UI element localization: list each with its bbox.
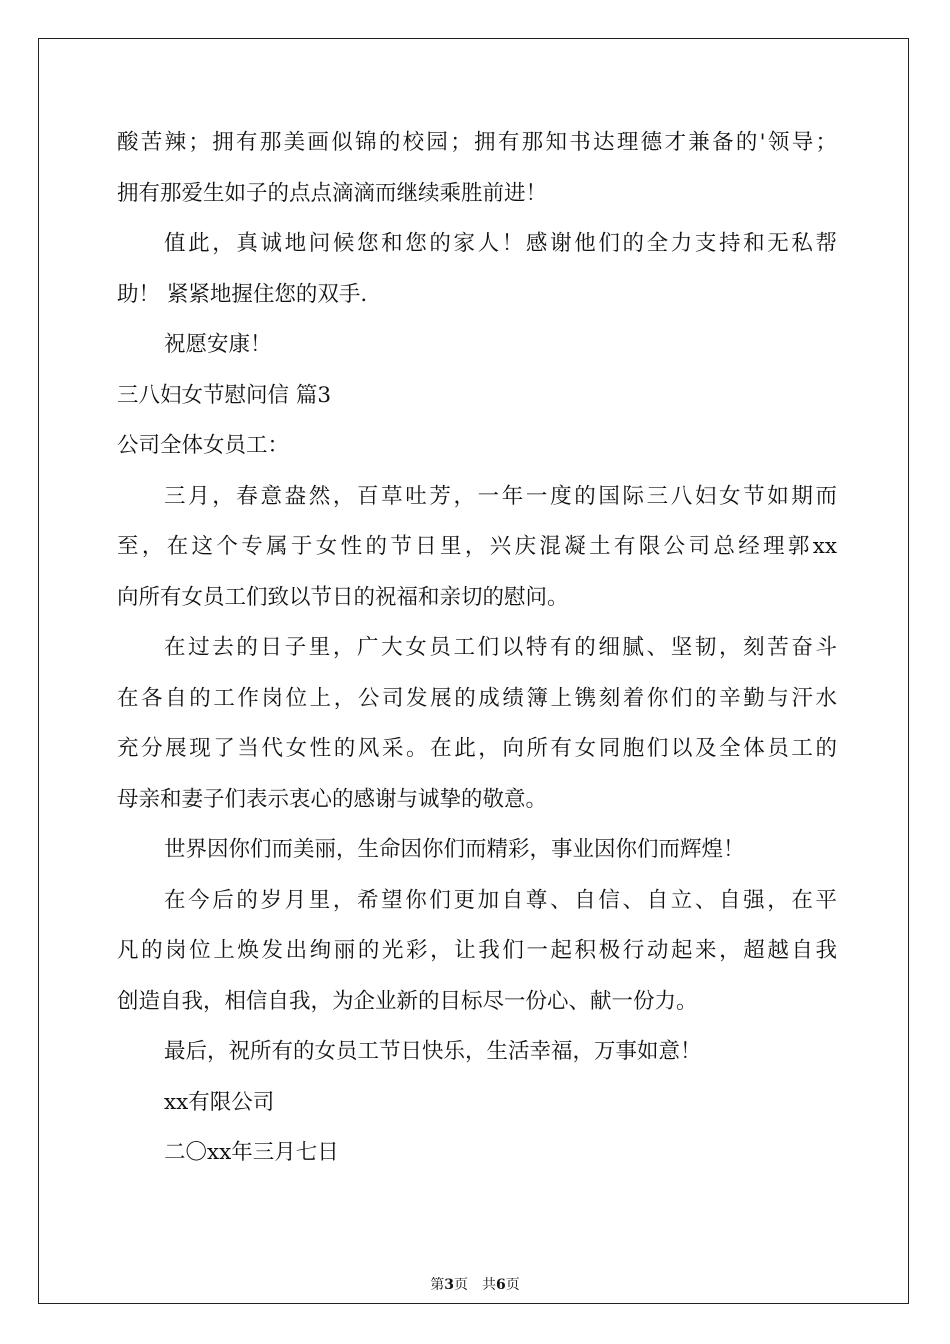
salutation: 公司全体女员工： <box>117 433 290 458</box>
paragraph-line: 值此，真诚地问候您和您的家人！感谢他们的全力支持和无私帮 <box>164 231 837 256</box>
page-footer <box>0 1274 950 1294</box>
page-total: 6 <box>496 1277 506 1293</box>
page-suffix: 页 <box>505 1277 520 1293</box>
page-prefix: 第 <box>430 1277 445 1293</box>
paragraph-line: 在今后的岁月里，希望你们更加自尊、自信、自立、自强，在平 <box>164 887 837 913</box>
text-line: 向所有女员工们致以节日的祝福和亲切的慰问。 <box>117 584 569 610</box>
section-heading: 三八妇女节慰问信 篇3 <box>117 382 332 408</box>
text-line: 至，在这个专属于女性的节日里，兴庆混凝土有限公司总经理郭xx <box>117 534 837 559</box>
page-mid: 页 共 <box>454 1277 496 1293</box>
paragraph-line: 三月，春意盎然，百草吐芳，一年一度的国际三八妇女节如期而 <box>164 483 837 509</box>
signature-company: xx有限公司 <box>164 1089 275 1115</box>
text-line: 在各自的工作岗位上，公司发展的成绩簿上镌刻着你们的辛勤与汗水 <box>117 685 837 711</box>
paragraph-line: 世界因你们而美丽，生命因你们而精彩，事业因你们而辉煌！ <box>164 837 745 862</box>
text-line: 助！ 紧紧地握住您的双手. <box>117 281 368 307</box>
paragraph-line: 在过去的日子里，广大女员工们以特有的细腻、坚韧，刻苦奋斗 <box>164 635 837 660</box>
text-line: 拥有那爱生如子的点点滴滴而继续乘胜前进！ <box>117 180 548 206</box>
page-number: 3 <box>444 1277 454 1293</box>
text-line: 充分展现了当代女性的风采。在此，向所有女同胞们以及全体员工的 <box>117 736 837 761</box>
text-line: 母亲和妻子们表示衷心的感谢与诚挚的敬意。 <box>117 786 548 812</box>
document-body <box>117 118 837 1179</box>
signature-date: 二〇xx年三月七日 <box>164 1140 339 1165</box>
text-line: 酸苦辣；拥有那美画似锦的校园；拥有那知书达理德才兼备的'领导； <box>117 130 837 155</box>
closing-wish: 祝愿安康！ <box>164 332 272 357</box>
text-line: 凡的岗位上焕发出绚丽的光彩，让我们一起积极行动起来，超越自我 <box>117 938 837 963</box>
paragraph-line: 最后，祝所有的女员工节日快乐，生活幸福，万事如意！ <box>164 1039 702 1064</box>
text-line: 创造自我，相信自我，为企业新的目标尽一份心、献一份力。 <box>117 988 698 1014</box>
